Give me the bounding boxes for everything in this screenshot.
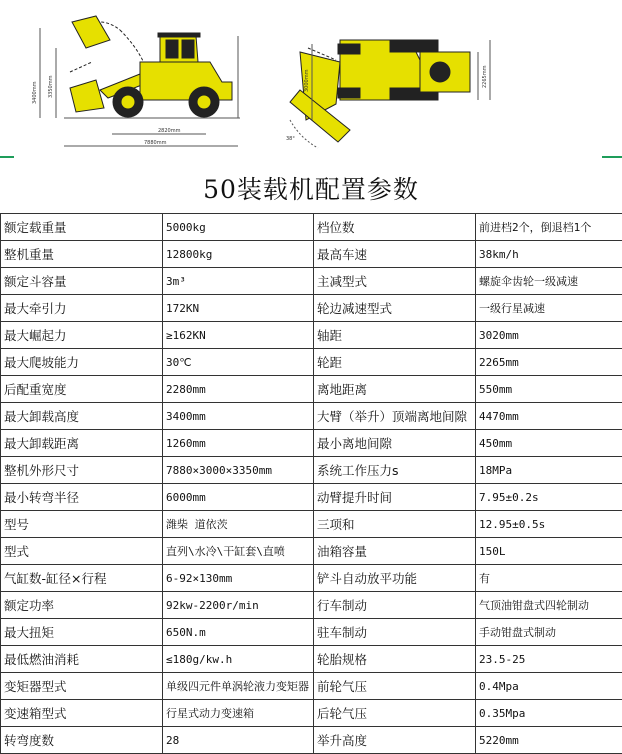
table-row — [1, 403, 622, 430]
param-value-cell: 450mm — [476, 430, 622, 457]
param-value-cell: 7880×3000×3350mm — [163, 457, 314, 484]
param-name-cell: 后轮气压 — [314, 700, 476, 727]
table-row — [1, 484, 622, 511]
table-row — [1, 295, 622, 322]
param-value-cell: 3400mm — [163, 403, 314, 430]
spec-table — [0, 213, 622, 754]
table-row — [1, 430, 622, 457]
param-name-cell: 变速箱型式 — [1, 700, 163, 727]
param-name-cell: 大臂（举升）顶端离地间隙 — [314, 403, 476, 430]
table-row — [1, 376, 622, 403]
param-name-cell: 转弯度数 — [1, 727, 163, 754]
param-name-cell: 额定载重量 — [1, 214, 163, 241]
param-value-cell: 潍柴 道依茨 — [163, 511, 314, 538]
param-name-cell: 三项和 — [314, 511, 476, 538]
param-value-cell: 2265mm — [476, 349, 622, 376]
param-name-cell: 变矩器型式 — [1, 673, 163, 700]
side-view-loader — [40, 16, 240, 146]
param-value-cell: 172KN — [163, 295, 314, 322]
param-value-cell: 直列\水冷\干缸套\直喷 — [163, 538, 314, 565]
param-name-cell: 气缸数-缸径×行程 — [1, 565, 163, 592]
page-title: 50装载机配置参数 — [0, 170, 622, 206]
param-value-cell: 行星式动力变速箱 — [163, 700, 314, 727]
param-value-cell: 螺旋伞齿轮一级减速 — [476, 268, 622, 295]
param-value-cell: 气顶油钳盘式四轮制动 — [476, 592, 622, 619]
param-value-cell: ≤180g/kw.h — [163, 646, 314, 673]
side-dim-2: 3350mm — [48, 75, 54, 98]
param-name-cell: 驻车制动 — [314, 619, 476, 646]
param-value-cell: 0.4Mpa — [476, 673, 622, 700]
param-value-cell: 38km/h — [476, 241, 622, 268]
param-name-cell: 离地距离 — [314, 376, 476, 403]
param-name-cell: 铲斗自动放平功能 — [314, 565, 476, 592]
param-value-cell: 1260mm — [163, 430, 314, 457]
table-row — [1, 457, 622, 484]
param-value-cell: 150L — [476, 538, 622, 565]
param-name-cell: 最大扭矩 — [1, 619, 163, 646]
param-name-cell: 额定功率 — [1, 592, 163, 619]
param-name-cell: 前轮气压 — [314, 673, 476, 700]
param-name-cell: 最大崛起力 — [1, 322, 163, 349]
param-name-cell: 轮距 — [314, 349, 476, 376]
table-row — [1, 268, 622, 295]
param-value-cell: 23.5-25 — [476, 646, 622, 673]
param-name-cell: 型式 — [1, 538, 163, 565]
table-row — [1, 511, 622, 538]
param-name-cell: 最高车速 — [314, 241, 476, 268]
param-value-cell: 单级四元件单涡轮液力变矩器 — [163, 673, 314, 700]
param-name-cell: 油箱容量 — [314, 538, 476, 565]
param-value-cell: 12.95±0.5s — [476, 511, 622, 538]
table-row — [1, 646, 622, 673]
table-row — [1, 538, 622, 565]
param-name-cell: 档位数 — [314, 214, 476, 241]
param-name-cell: 整机重量 — [1, 241, 163, 268]
param-name-cell: 举升高度 — [314, 727, 476, 754]
param-value-cell: 7.95±0.2s — [476, 484, 622, 511]
param-value-cell: 28 — [163, 727, 314, 754]
param-name-cell: 轮胎规格 — [314, 646, 476, 673]
param-value-cell: 18MPa — [476, 457, 622, 484]
param-value-cell: 3m³ — [163, 268, 314, 295]
side-dim-1: 3400mm — [32, 81, 38, 104]
table-row — [1, 565, 622, 592]
green-rule-right — [602, 156, 622, 158]
param-value-cell: 前进档2个，倒退档1个 — [476, 214, 622, 241]
top-dim-1: 3000mm — [304, 69, 310, 92]
param-name-cell: 最大爬坡能力 — [1, 349, 163, 376]
param-value-cell: 550mm — [476, 376, 622, 403]
param-name-cell: 整机外形尺寸 — [1, 457, 163, 484]
param-name-cell: 最大牵引力 — [1, 295, 163, 322]
param-value-cell: 手动钳盘式制动 — [476, 619, 622, 646]
table-row — [1, 592, 622, 619]
param-value-cell: 5000kg — [163, 214, 314, 241]
param-name-cell: 系统工作压力s — [314, 457, 476, 484]
param-name-cell: 额定斗容量 — [1, 268, 163, 295]
table-row — [1, 322, 622, 349]
param-name-cell: 最大卸载距离 — [1, 430, 163, 457]
param-value-cell: ≥162KN — [163, 322, 314, 349]
param-value-cell: 2280mm — [163, 376, 314, 403]
side-dim-4: 7880mm — [144, 140, 167, 146]
param-name-cell: 最小离地间隙 — [314, 430, 476, 457]
param-value-cell: 4470mm — [476, 403, 622, 430]
param-name-cell: 最大卸载高度 — [1, 403, 163, 430]
param-value-cell: 6-92×130mm — [163, 565, 314, 592]
table-row — [1, 241, 622, 268]
table-row — [1, 700, 622, 727]
top-dim-2: 2265mm — [482, 65, 488, 88]
top-view-loader — [290, 40, 490, 148]
param-value-cell: 30℃ — [163, 349, 314, 376]
param-value-cell: 650N.m — [163, 619, 314, 646]
param-value-cell: 5220mm — [476, 727, 622, 754]
angle-label: 38° — [286, 136, 295, 142]
param-value-cell: 12800kg — [163, 241, 314, 268]
param-name-cell: 行车制动 — [314, 592, 476, 619]
param-name-cell: 动臂提升时间 — [314, 484, 476, 511]
spec-table-body — [1, 214, 622, 754]
param-name-cell: 轮边减速型式 — [314, 295, 476, 322]
param-value-cell: 一级行星减速 — [476, 295, 622, 322]
param-name-cell: 轴距 — [314, 322, 476, 349]
param-name-cell: 主减型式 — [314, 268, 476, 295]
param-value-cell: 有 — [476, 565, 622, 592]
param-name-cell: 型号 — [1, 511, 163, 538]
table-row — [1, 619, 622, 646]
param-name-cell: 后配重宽度 — [1, 376, 163, 403]
loader-drawing-svg — [0, 0, 622, 160]
param-value-cell: 3020mm — [476, 322, 622, 349]
param-name-cell: 最低燃油消耗 — [1, 646, 163, 673]
table-row — [1, 214, 622, 241]
green-rule-left — [0, 156, 14, 158]
param-name-cell: 最小转弯半径 — [1, 484, 163, 511]
table-row — [1, 727, 622, 754]
param-value-cell: 92kw-2200r/min — [163, 592, 314, 619]
table-row — [1, 349, 622, 376]
side-dim-3: 2820mm — [158, 128, 181, 134]
loader-diagram — [0, 0, 622, 160]
param-value-cell: 6000mm — [163, 484, 314, 511]
table-row — [1, 673, 622, 700]
param-value-cell: 0.35Mpa — [476, 700, 622, 727]
